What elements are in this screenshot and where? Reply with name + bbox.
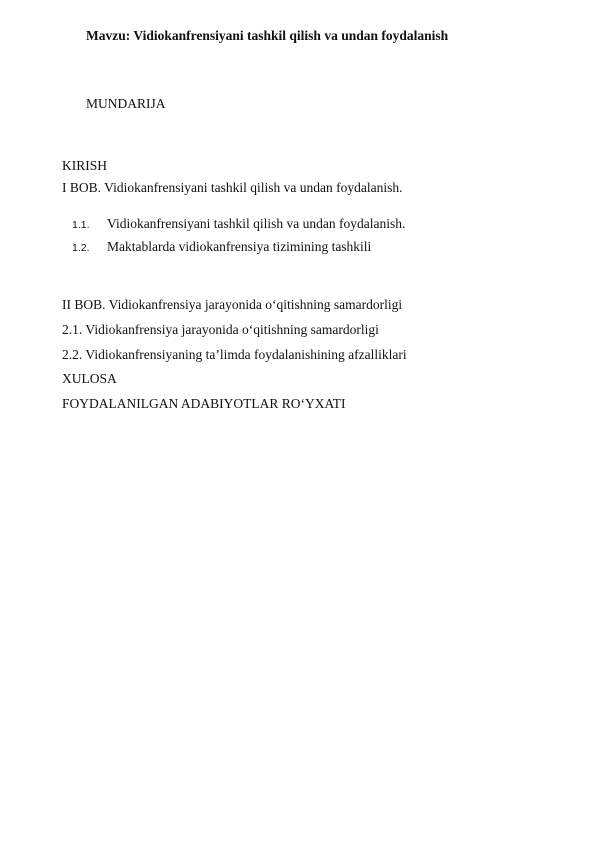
toc-item-xulosa: XULOSA: [62, 371, 117, 386]
toc-item-references: FOYDALANILGAN ADABIYOTLAR RO‘YXATI: [62, 396, 346, 411]
toc-item-chapter-1: I BOB. Vidiokanfrensiyani tashkil qilish va undan foydalanish.: [62, 180, 403, 195]
toc-item-kirish: KIRISH: [62, 158, 108, 173]
toc-item-chapter-2: II BOB. Vidiokanfrensiya jarayonida o‘qitishning samardorligi: [62, 297, 403, 312]
subsection-title: Maktablarda vidiokanfrensiya tizimining tashkili: [107, 239, 372, 254]
subsection-title: Vidiokanfrensiyani tashkil qilish va undan foydalanish.: [107, 216, 406, 231]
toc-heading: MUNDARIJA: [86, 96, 166, 111]
document-title: Mavzu: Vidiokanfrensiyani tashkil qilish va undan foydalanish: [86, 28, 449, 43]
toc-item-2-2: 2.2. Vidiokanfrensiyaning ta’limda foydalanishining afzalliklari: [62, 347, 407, 362]
subsection-number: 1.1.: [72, 219, 90, 231]
toc-item-2-1: 2.1. Vidiokanfrensiya jarayonida o‘qitishning samardorligi: [62, 322, 379, 337]
subsection-number: 1.2.: [72, 242, 90, 254]
